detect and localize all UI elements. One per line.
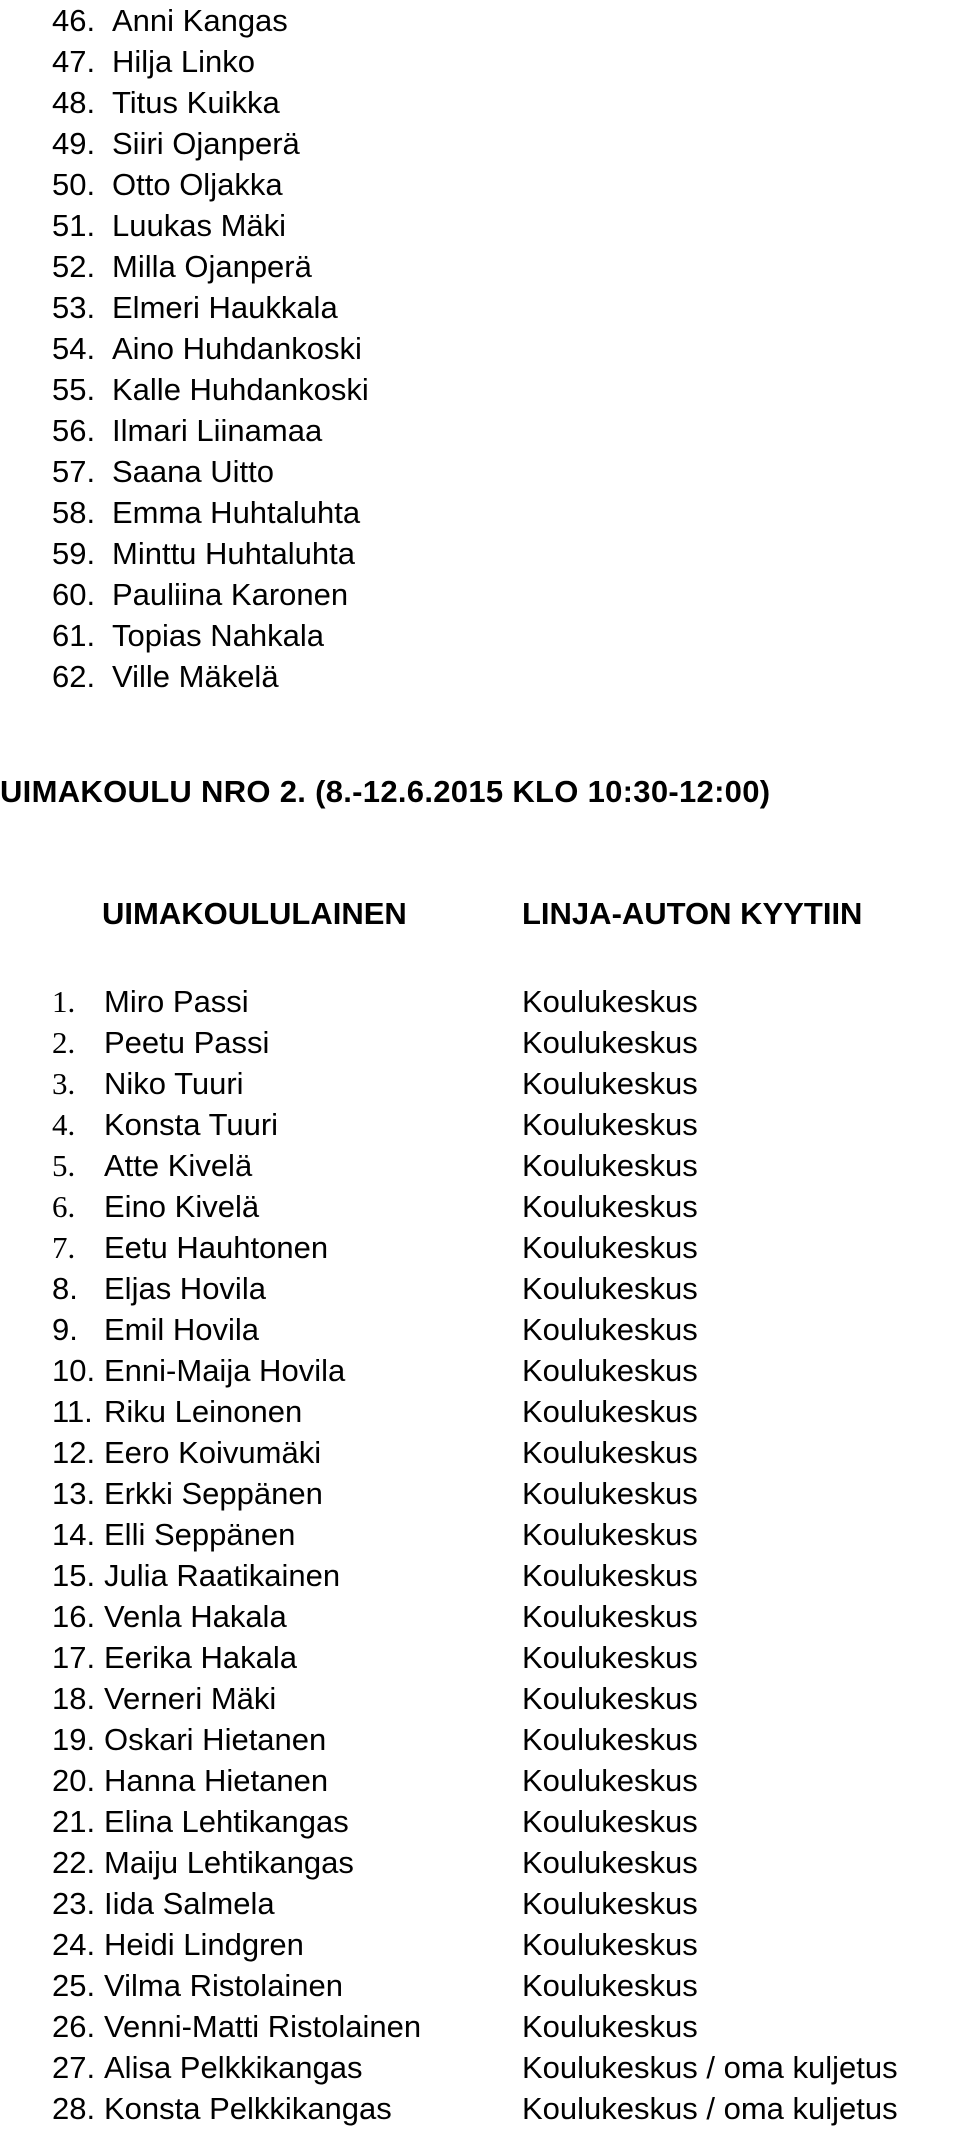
list-number: 57. — [52, 454, 96, 489]
student-name: Minttu Huhtaluhta — [112, 536, 355, 571]
list-item — [52, 164, 369, 205]
student-name: Atte Kivelä — [104, 1148, 253, 1183]
list-item — [52, 615, 369, 656]
row-number: 17. — [52, 1640, 96, 1675]
table-row — [52, 981, 898, 1022]
student-name: Pauliina Karonen — [112, 577, 349, 612]
list-number: 54. — [52, 331, 96, 366]
table-row — [52, 1473, 898, 1514]
bus-destination: Koulukeskus — [522, 1435, 698, 1470]
bus-destination: Koulukeskus — [522, 1968, 698, 2003]
row-number: 4. — [52, 1107, 76, 1142]
student-name: Konsta Tuuri — [104, 1107, 279, 1142]
list-number: 53. — [52, 290, 96, 325]
list-item — [52, 451, 369, 492]
student-name: Luukas Mäki — [112, 208, 287, 243]
row-number: 7. — [52, 1230, 76, 1265]
list-item — [52, 205, 369, 246]
column-header-student: UIMAKOULULAINEN — [102, 896, 407, 931]
table-row — [52, 1801, 898, 1842]
student-name: Emil Hovila — [104, 1312, 260, 1347]
bus-destination: Koulukeskus — [522, 2009, 698, 2044]
student-name: Eerika Hakala — [104, 1640, 297, 1675]
student-name: Vilma Ristolainen — [104, 1968, 343, 2003]
table-row — [52, 1883, 898, 1924]
student-name: Topias Nahkala — [112, 618, 324, 653]
bus-destination: Koulukeskus — [522, 984, 698, 1019]
table-row — [52, 1842, 898, 1883]
row-number: 1. — [52, 984, 76, 1019]
student-name: Emma Huhtaluhta — [112, 495, 361, 530]
list-item — [52, 328, 369, 369]
table-row — [52, 1555, 898, 1596]
student-name: Miro Passi — [104, 984, 249, 1019]
row-number: 8. — [52, 1271, 78, 1306]
row-number: 19. — [52, 1722, 96, 1757]
continued-student-list — [52, 0, 369, 697]
list-number: 60. — [52, 577, 96, 612]
table-row — [52, 1637, 898, 1678]
list-item — [52, 0, 369, 41]
row-number: 20. — [52, 1763, 96, 1798]
list-number: 46. — [52, 3, 96, 38]
student-name: Milla Ojanperä — [112, 249, 312, 284]
list-item — [52, 410, 369, 451]
list-number: 48. — [52, 85, 96, 120]
student-name: Oskari Hietanen — [104, 1722, 327, 1757]
list-number: 55. — [52, 372, 96, 407]
row-number: 5. — [52, 1148, 76, 1183]
list-number: 61. — [52, 618, 96, 653]
table-row — [52, 1022, 898, 1063]
list-item — [52, 533, 369, 574]
bus-destination: Koulukeskus — [522, 1107, 698, 1142]
student-name: Julia Raatikainen — [104, 1558, 341, 1593]
list-number: 52. — [52, 249, 96, 284]
row-number: 11. — [52, 1394, 93, 1429]
row-number: 12. — [52, 1435, 96, 1470]
row-number: 24. — [52, 1927, 96, 1962]
student-name: Venni-Matti Ristolainen — [104, 2009, 422, 2044]
list-item — [52, 369, 369, 410]
table-row — [52, 1514, 898, 1555]
bus-destination: Koulukeskus — [522, 1599, 698, 1634]
bus-destination: Koulukeskus — [522, 1927, 698, 1962]
section-heading: UIMAKOULU NRO 2. (8.-12.6.2015 KLO 10:30-12:00) — [0, 774, 771, 809]
student-name: Anni Kangas — [112, 3, 288, 38]
table-row — [52, 1965, 898, 2006]
row-number: 26. — [52, 2009, 96, 2044]
row-number: 28. — [52, 2091, 96, 2126]
table-row — [52, 1432, 898, 1473]
bus-destination: Koulukeskus — [522, 1722, 698, 1757]
student-name: Aino Huhdankoski — [112, 331, 362, 366]
swim-school-roster — [52, 981, 898, 2129]
bus-destination: Koulukeskus — [522, 1353, 698, 1388]
table-row — [52, 1227, 898, 1268]
table-row — [52, 1309, 898, 1350]
list-item — [52, 123, 369, 164]
bus-destination: Koulukeskus — [522, 1640, 698, 1675]
student-name: Peetu Passi — [104, 1025, 270, 1060]
list-number: 59. — [52, 536, 96, 571]
student-name: Venla Hakala — [104, 1599, 287, 1634]
bus-destination: Koulukeskus — [522, 1476, 698, 1511]
student-name: Erkki Seppänen — [104, 1476, 323, 1511]
student-name: Elmeri Haukkala — [112, 290, 338, 325]
row-number: 2. — [52, 1025, 76, 1060]
list-number: 51. — [52, 208, 96, 243]
student-name: Verneri Mäki — [104, 1681, 277, 1716]
student-name: Konsta Pelkkikangas — [104, 2091, 392, 2126]
list-number: 56. — [52, 413, 96, 448]
row-number: 21. — [52, 1804, 96, 1839]
bus-destination: Koulukeskus — [522, 1066, 698, 1101]
table-row — [52, 1719, 898, 1760]
student-name: Hanna Hietanen — [104, 1763, 329, 1798]
row-number: 22. — [52, 1845, 96, 1880]
table-row — [52, 1678, 898, 1719]
student-name: Alisa Pelkkikangas — [104, 2050, 363, 2085]
table-row — [52, 1924, 898, 1965]
list-number: 58. — [52, 495, 96, 530]
row-number: 9. — [52, 1312, 78, 1347]
row-number: 25. — [52, 1968, 96, 2003]
bus-destination: Koulukeskus — [522, 1025, 698, 1060]
student-name: Eero Koivumäki — [104, 1435, 322, 1470]
student-name: Niko Tuuri — [104, 1066, 244, 1101]
table-row — [52, 1596, 898, 1637]
row-number: 3. — [52, 1066, 76, 1101]
bus-destination: Koulukeskus — [522, 1681, 698, 1716]
student-name: Saana Uitto — [112, 454, 274, 489]
table-row — [52, 1391, 898, 1432]
table-row — [52, 1063, 898, 1104]
table-row — [52, 1350, 898, 1391]
row-number: 10. — [52, 1353, 96, 1388]
bus-destination: Koulukeskus — [522, 1886, 698, 1921]
student-name: Siiri Ojanperä — [112, 126, 300, 161]
bus-destination: Koulukeskus / oma kuljetus — [522, 2050, 898, 2085]
bus-destination: Koulukeskus — [522, 1271, 698, 1306]
row-number: 13. — [52, 1476, 96, 1511]
student-name: Eino Kivelä — [104, 1189, 260, 1224]
bus-destination: Koulukeskus — [522, 1763, 698, 1798]
student-name: Enni-Maija Hovila — [104, 1353, 346, 1388]
student-name: Iida Salmela — [104, 1886, 275, 1921]
student-name: Ville Mäkelä — [112, 659, 279, 694]
row-number: 27. — [52, 2050, 96, 2085]
student-name: Ilmari Liinamaa — [112, 413, 323, 448]
bus-destination: Koulukeskus — [522, 1845, 698, 1880]
list-item — [52, 492, 369, 533]
list-item — [52, 574, 369, 615]
student-name: Eetu Hauhtonen — [104, 1230, 329, 1265]
bus-destination: Koulukeskus — [522, 1148, 698, 1183]
table-row — [52, 2006, 898, 2047]
bus-destination: Koulukeskus / oma kuljetus — [522, 2091, 898, 2126]
bus-destination: Koulukeskus — [522, 1230, 698, 1265]
bus-destination: Koulukeskus — [522, 1394, 698, 1429]
list-number: 62. — [52, 659, 96, 694]
student-name: Elli Seppänen — [104, 1517, 296, 1552]
list-item — [52, 82, 369, 123]
list-item — [52, 656, 369, 697]
bus-destination: Koulukeskus — [522, 1312, 698, 1347]
list-number: 49. — [52, 126, 96, 161]
row-number: 18. — [52, 1681, 96, 1716]
student-name: Eljas Hovila — [104, 1271, 266, 1306]
table-row — [52, 1145, 898, 1186]
column-header-bus: LINJA-AUTON KYYTIIN — [522, 896, 863, 931]
student-name: Titus Kuikka — [112, 85, 280, 120]
table-row — [52, 2047, 898, 2088]
student-name: Heidi Lindgren — [104, 1927, 304, 1962]
table-row — [52, 1104, 898, 1145]
bus-destination: Koulukeskus — [522, 1558, 698, 1593]
student-name: Riku Leinonen — [104, 1394, 303, 1429]
student-name: Otto Oljakka — [112, 167, 283, 202]
student-name: Hilja Linko — [112, 44, 256, 79]
list-number: 50. — [52, 167, 96, 202]
row-number: 23. — [52, 1886, 96, 1921]
table-row — [52, 1186, 898, 1227]
row-number: 6. — [52, 1189, 76, 1224]
bus-destination: Koulukeskus — [522, 1517, 698, 1552]
list-number: 47. — [52, 44, 96, 79]
bus-destination: Koulukeskus — [522, 1804, 698, 1839]
list-item — [52, 41, 369, 82]
list-item — [52, 246, 369, 287]
row-number: 15. — [52, 1558, 96, 1593]
table-row — [52, 1760, 898, 1801]
table-row — [52, 2088, 898, 2129]
student-name: Elina Lehtikangas — [104, 1804, 349, 1839]
row-number: 16. — [52, 1599, 96, 1634]
table-row — [52, 1268, 898, 1309]
student-name: Maiju Lehtikangas — [104, 1845, 354, 1880]
student-name: Kalle Huhdankoski — [112, 372, 369, 407]
list-item — [52, 287, 369, 328]
row-number: 14. — [52, 1517, 96, 1552]
bus-destination: Koulukeskus — [522, 1189, 698, 1224]
